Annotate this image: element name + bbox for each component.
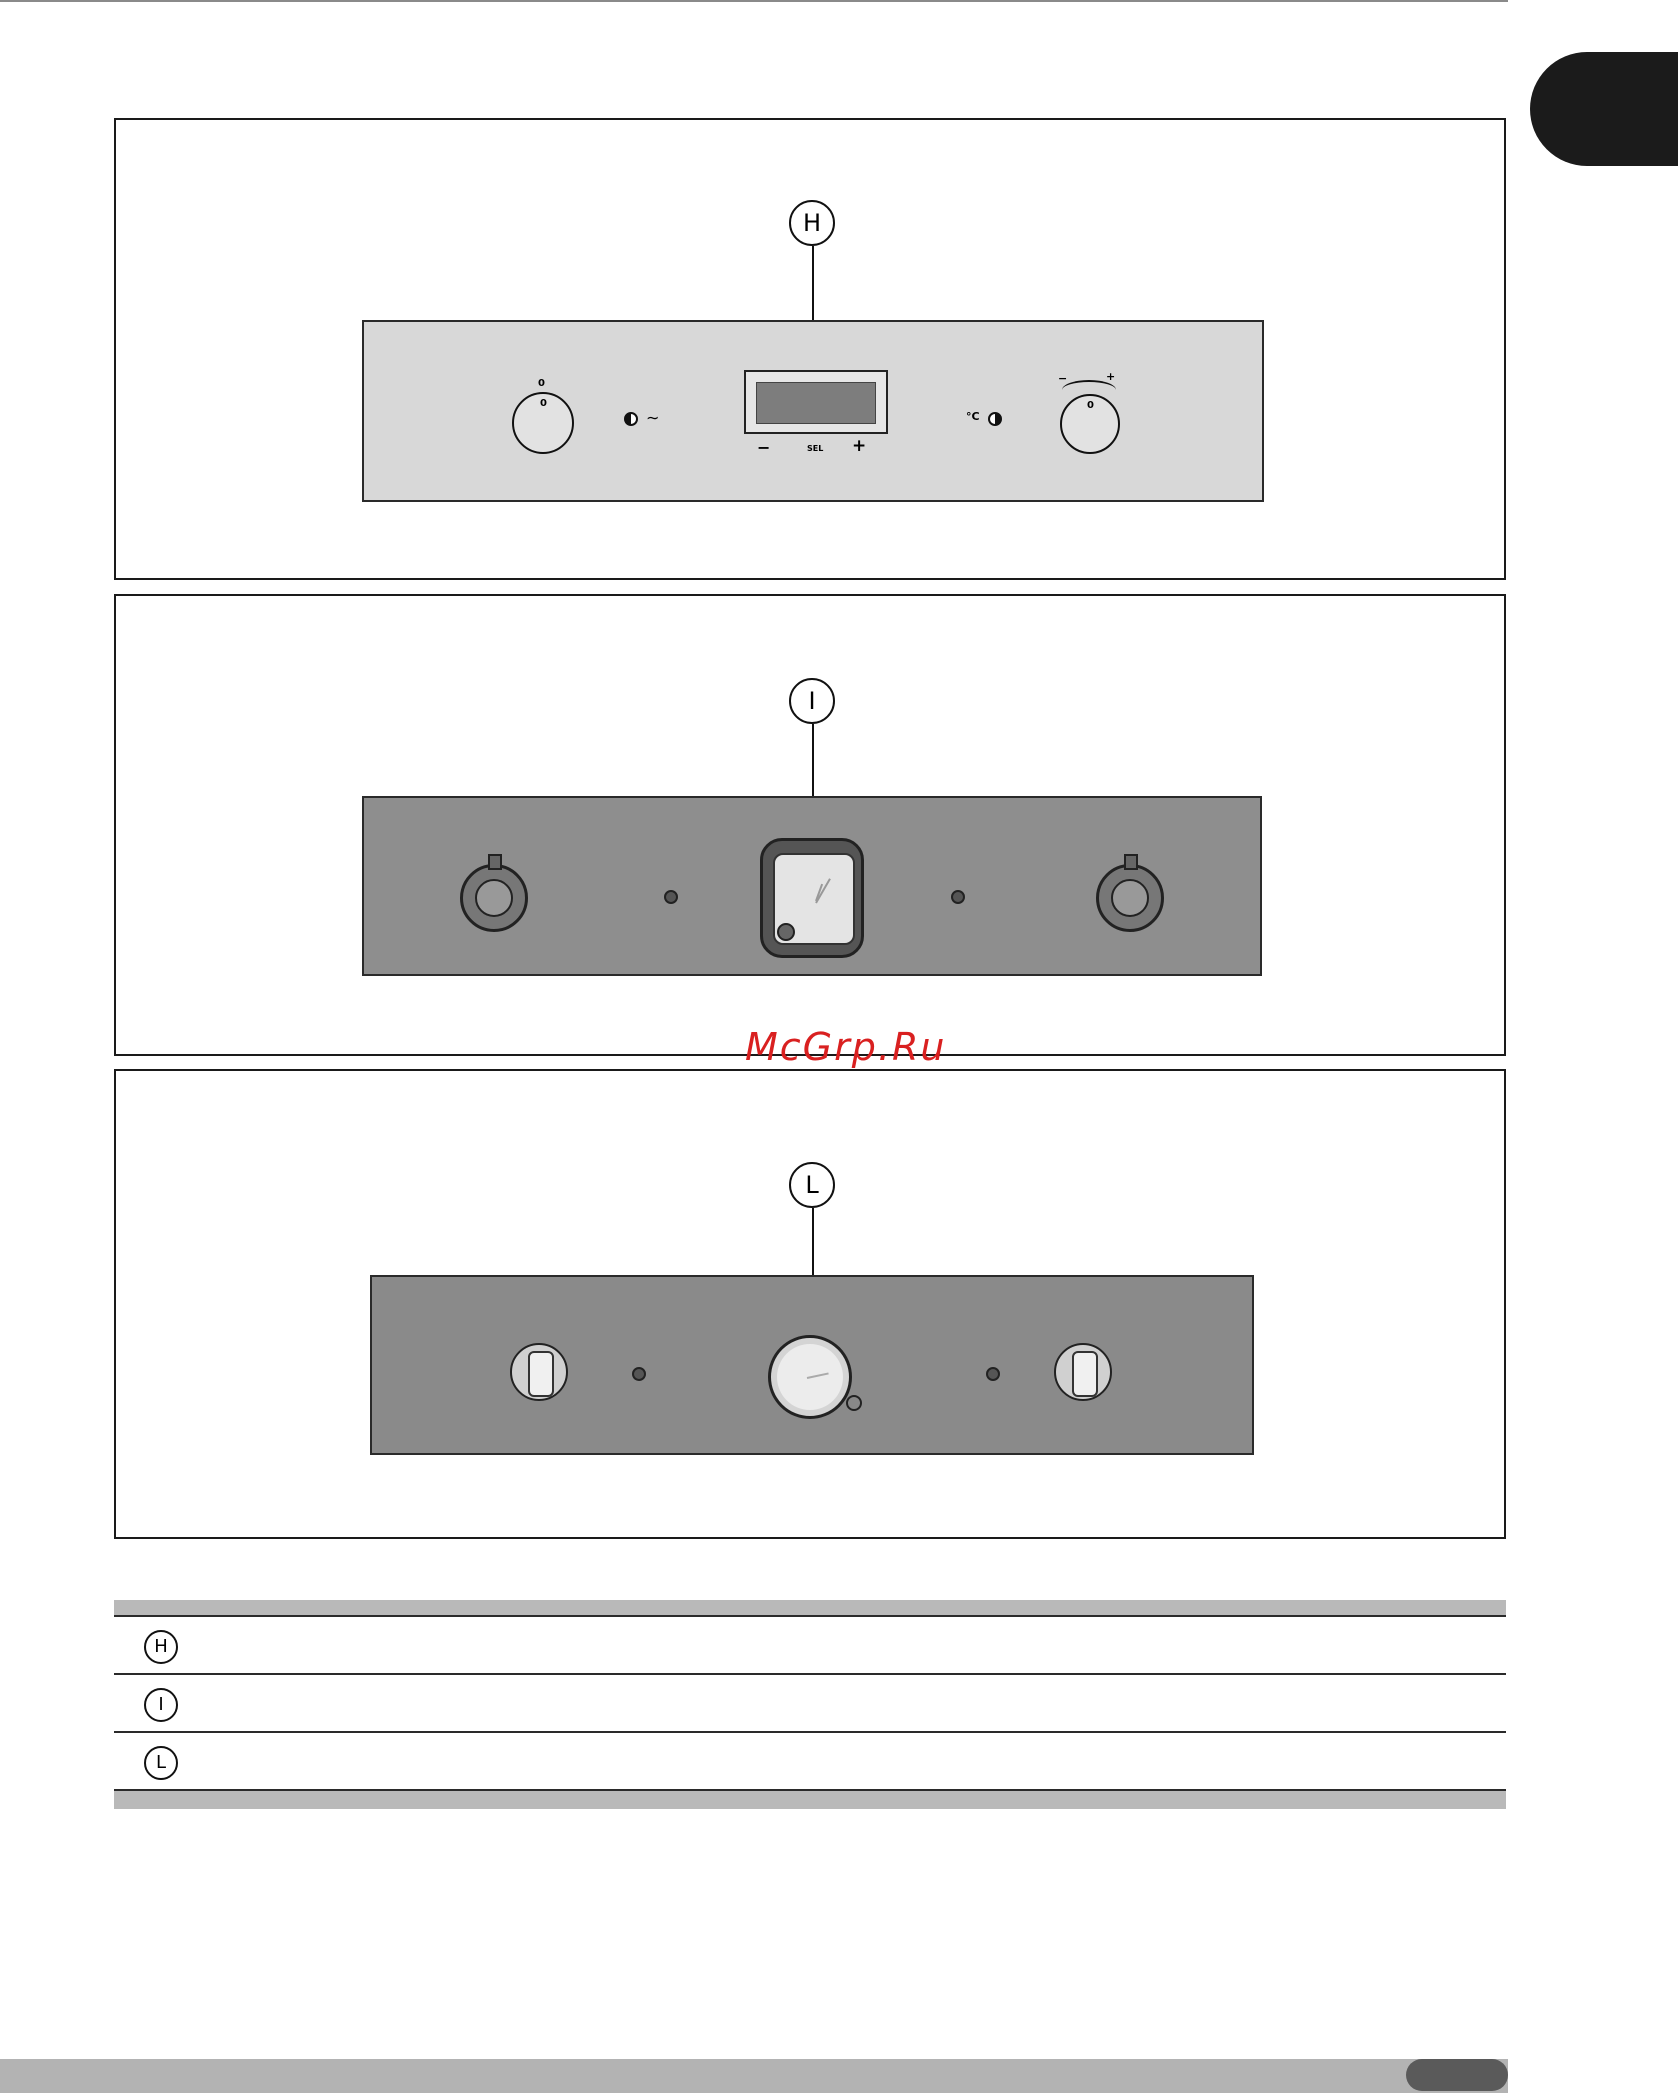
left-function-knob[interactable]: [512, 392, 574, 454]
tilde-icon: ∼: [646, 408, 660, 427]
callout-l-label: L: [805, 1171, 819, 1199]
control-panel-i: [362, 796, 1262, 976]
arc-plus: +: [1106, 370, 1116, 383]
legend-mark-l: L: [144, 1746, 178, 1780]
left-knob-i[interactable]: [460, 864, 528, 932]
callout-h: [789, 200, 835, 246]
round-clock-hand: [807, 1372, 829, 1379]
left-indicator-light-l: [632, 1367, 646, 1381]
right-knob-mark: 0: [1087, 400, 1094, 411]
legend-row-h: [114, 1617, 1506, 1675]
analog-clock-frame: [760, 838, 864, 958]
left-knob-i-pointer: [488, 854, 502, 870]
legend-row-l: [114, 1733, 1506, 1791]
page-number-badge: [1406, 2059, 1508, 2091]
display-minus-button[interactable]: −: [757, 438, 771, 457]
left-knob-mark-top: 0: [538, 378, 545, 389]
top-rule: [0, 0, 1508, 2]
clock-setting-knob[interactable]: [777, 923, 795, 941]
digital-display: [756, 382, 876, 424]
left-indicator-light: [664, 890, 678, 904]
display-plus-button[interactable]: +: [852, 436, 867, 456]
degree-icon: °C: [966, 410, 980, 423]
callout-i: [789, 678, 835, 724]
legend-header-bar: [114, 1600, 1506, 1616]
display-frame: [744, 370, 888, 434]
round-clock-face: [777, 1344, 843, 1410]
footer-bar: [0, 2059, 1508, 2093]
right-indicator-light-l: [986, 1367, 1000, 1381]
legend-mark-h: H: [144, 1630, 178, 1664]
right-knob-i-center: [1111, 879, 1149, 917]
legend-footer-bar: [114, 1791, 1506, 1809]
left-knob-mark: 0: [540, 398, 547, 409]
legend-mark-i: I: [144, 1688, 178, 1722]
right-knob-i[interactable]: [1096, 864, 1164, 932]
right-knob-i-pointer: [1124, 854, 1138, 870]
watermark: McGrp.Ru: [745, 1025, 947, 1069]
round-clock-setting-knob[interactable]: [846, 1395, 862, 1411]
light-icon: [624, 412, 638, 426]
legend-row-i: [114, 1675, 1506, 1733]
arc-minus: −: [1058, 372, 1068, 385]
left-knob-l[interactable]: [510, 1343, 568, 1401]
callout-h-label: H: [802, 209, 822, 237]
left-knob-i-center: [475, 879, 513, 917]
right-indicator-light: [951, 890, 965, 904]
control-panel-h: [362, 320, 1264, 502]
chapter-tab: [1530, 52, 1678, 166]
right-knob-l-grip: [1072, 1351, 1098, 1397]
callout-i-label: I: [808, 687, 816, 715]
figure-box-h: [114, 118, 1506, 580]
callout-l: [789, 1162, 835, 1208]
figure-box-l: [114, 1069, 1506, 1539]
display-sel-button[interactable]: SEL: [807, 444, 824, 453]
figure-box-i: [114, 594, 1506, 1056]
thermostat-light-icon: [988, 412, 1002, 426]
left-knob-l-grip: [528, 1351, 554, 1397]
round-clock: [768, 1335, 852, 1419]
right-knob-l[interactable]: [1054, 1343, 1112, 1401]
right-thermostat-knob[interactable]: [1060, 394, 1120, 454]
control-panel-l: [370, 1275, 1254, 1455]
